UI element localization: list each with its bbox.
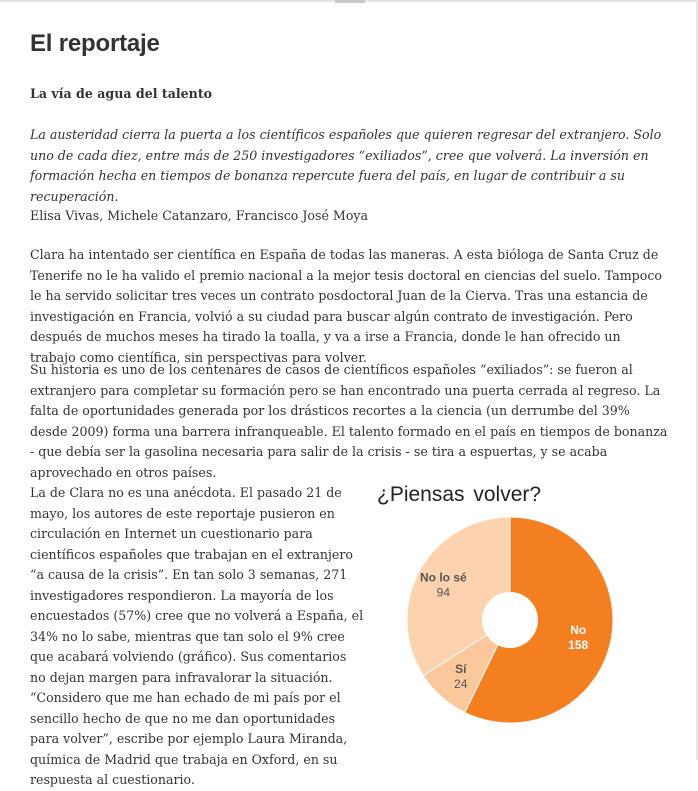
pie-label-value: 158 bbox=[568, 637, 589, 652]
pie-label-value: 24 bbox=[454, 677, 468, 692]
pie-label-value: 94 bbox=[436, 585, 451, 600]
article-subtitle: La vía de agua del talento bbox=[30, 86, 213, 101]
pie-chart bbox=[370, 480, 670, 760]
donut-hole bbox=[482, 592, 538, 648]
pie-label-category: No lo sé bbox=[419, 570, 467, 585]
article-lead: La austeridad cierra la puerta a los científicos españoles que quieren regresar del extranjero. Solo uno de cada diez, entre más de 250 investigadores “exiliados”, cree que volverá. La inversión en formación hecha en tiempos de bonanza repercute fuera del país, en lugar de contribuir a su recuperación. bbox=[30, 127, 662, 204]
chart-title: ¿Piensas volver? bbox=[377, 483, 542, 506]
pie-chart-svg bbox=[370, 480, 670, 760]
article-paragraph: La de Clara no es una anécdota. El pasado 21 de mayo, los autores de este reportaje pusieron en circulación en Internet un cuestionario para científicos españoles que trabajan en el extranjero “a causa de la crisis”. En tan solo 3 semanas, 271 investigadores respondieron. La mayoría de los encuestados (57%) cree que no volverá a España, el 34% no lo sabe, mientras que tan solo el 9% cree que acabará volviendo (gráfico). Sus comentarios no dejan margen para infravalorar la situación. “Considero que me han echado de mi país por el sencillo hecho de que no me dan oportunidades para volver”, escribe por ejemplo Laura Miranda, química de Madrid que trabaja en Oxford, en su respuesta al cuestionario. bbox=[30, 485, 364, 787]
section-title: El reportaje bbox=[30, 30, 160, 57]
pie-label-category: No bbox=[570, 622, 587, 637]
window-top-tab bbox=[335, 0, 365, 3]
article-paragraph: Clara ha intentado ser científica en España de todas las maneras. A esta bióloga de Santa Cruz de Tenerife no le ha valido el premio nacional a la mejor tesis doctoral en ciencias del suelo. Tampoco le ha servido solicitar tres veces un contrato posdoctoral Juan de la Cierva. Tras una estancia de investigación en Francia, volvió a su ciudad para buscar algún contrato de investigación. Pero después de muchos meses ha tirado la toalla, y va a irse a Francia, donde le han ofrecido un trabajo como científica, sin perspectivas para volver. bbox=[30, 247, 662, 365]
article-paragraph: Su historia es uno de los centenares de casos de científicos españoles “exiliados”: se fueron al extranjero para completar su formación pero se han encontrado una puerta cerrada al regreso. La falta de oportunidades generada por los drásticos recortes a la ciencia (un derrumbe del 39% desde 2009) forma una barrera infranqueable. El talento formado en el país en tiempos de bonanza - que debía ser la gasolina necesaria para salir de la crisis - se tira a espuertas, y se acaba aprovechado en otros países. bbox=[30, 362, 668, 480]
pie-label-category: Sí bbox=[455, 662, 467, 677]
article-authors: Elisa Vivas, Michele Catanzaro, Francisco José Moya bbox=[30, 208, 369, 223]
